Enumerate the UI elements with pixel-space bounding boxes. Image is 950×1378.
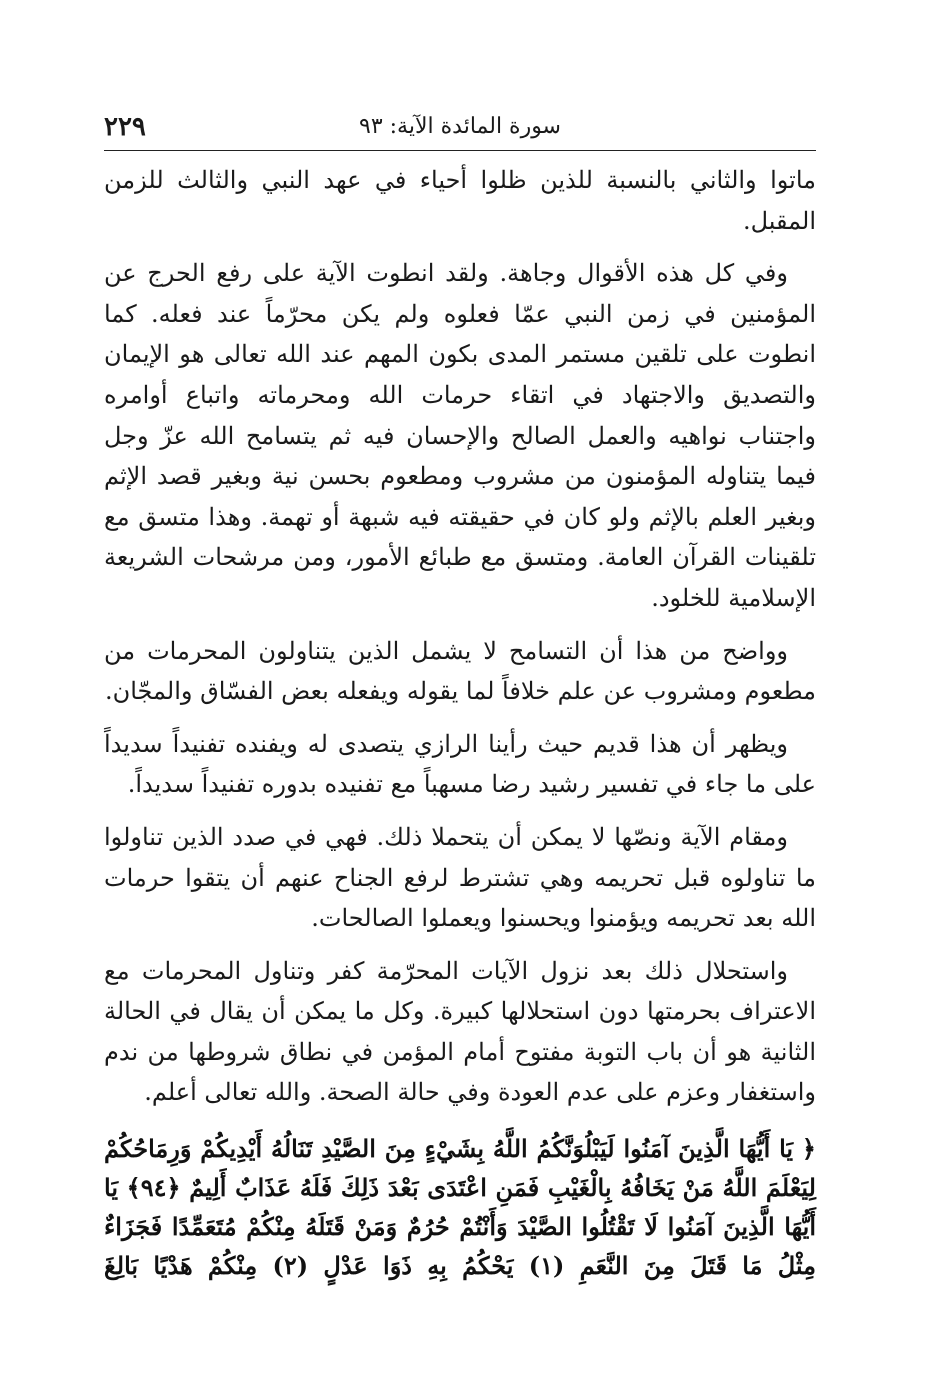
paragraph-3: وواضح من هذا أن التسامح لا يشمل الذين يتناولون المحرمات من مطعوم ومشروب عن علم خلافاً لما يقوله ويفعله بعض الفسّاق والمجّان. <box>104 636 816 706</box>
page-header <box>104 112 816 152</box>
book-page <box>104 112 816 1285</box>
paragraph-4: ويظهر أن هذا قديم حيث رأينا الرازي يتصدى له ويفنده تفنيداً سديداً على ما جاء في تفسير رشيد رضا مسهباً مع تفنيده بدوره تفنيداً سديداً. <box>104 729 816 799</box>
page-number: ٢٢٩ <box>104 112 146 142</box>
quran-verse: ﴿ يَا أَيُّهَا الَّذِينَ آمَنُوا لَيَبْلُوَنَّكُمُ اللَّهُ بِشَيْءٍ مِنَ الصَّيْدِ تَنَالُهُ أَيْدِيكُمْ وَرِمَاحُكُمْ لِيَعْلَمَ اللَّهُ مَنْ يَخَافُهُ بِالْغَيْبِ فَمَنِ اعْتَدَى بَعْدَ ذَلِكَ فَلَهُ عَذَابٌ أَلِيمٌ ﴿٩٤﴾ يَا أَيُّهَا الَّذِينَ آمَنُوا لَا تَقْتُلُوا الصَّيْدَ وَأَنْتُمْ حُرُمٌ وَمَنْ قَتَلَهُ مِنْكُمْ مُتَعَمِّدًا فَجَزَاءٌ مِثْلُ مَا قَتَلَ مِنَ النَّعَمِ (١) يَحْكُمُ بِهِ ذَوَا عَدْلٍ (٢) مِنْكُمْ هَدْيًا بَالِغَ <box>104 1134 817 1281</box>
header-divider <box>104 150 816 151</box>
body-text <box>104 160 816 1113</box>
running-title: سورة المائدة الآية: ٩٣ <box>359 114 561 139</box>
paragraph-1: ماتوا والثاني بالنسبة للذين ظلوا أحياء في عهد النبي والثالث للزمن المقبل. <box>104 166 816 235</box>
paragraph-5: ومقام الآية ونصّها لا يمكن أن يتحملا ذلك. فهي في صدد الذين تناولوا ما تناولوه قبل تحريمه وهي تشترط لرفع الجناح عنهم أن يتقوا حرمات الله بعد تحريمه ويؤمنوا ويحسنوا ويعملوا الصالحات. <box>104 822 816 933</box>
paragraph-6: واستحلال ذلك بعد نزول الآيات المحرّمة كفر وتناول المحرمات مع الاعتراف بحرمتها دون استحلالها كبيرة. وكل ما يمكن أن يقال في الحالة الثانية هو أن باب التوبة مفتوح أمام المؤمن في نطاق شروطها من ندم واستغفار وعزم على عدم العودة وفي حالة الصحة. والله تعالى أعلم. <box>104 956 816 1107</box>
paragraph-2: وفي كل هذه الأقوال وجاهة. ولقد انطوت الآية على رفع الحرج عن المؤمنين في زمن النبي عمّا فعلوه ولم يكن محرّماً عند فعله. كما انطوت على تلقين مستمر المدى بكون المهم عند الله تعالى هو الإيمان والتصديق والاجتهاد في اتقاء حرمات الله ومحرماته واتباع أوامره واجتناب نواهيه والعمل الصالح والإحسان فيه ثم يتسامح الله عزّ وجل فيما يتناوله المؤمنون من مشروب ومطعوم بحسن نية وبغير قصد الإثم وبغير العلم بالإثم ولو كان في حقيقته فيه شبهة أو تهمة. وهذا متسق مع تلقينات القرآن العامة. ومتسق مع طبائع الأمور، ومن مرشحات الشريعة الإسلامية للخلود. <box>104 259 816 612</box>
